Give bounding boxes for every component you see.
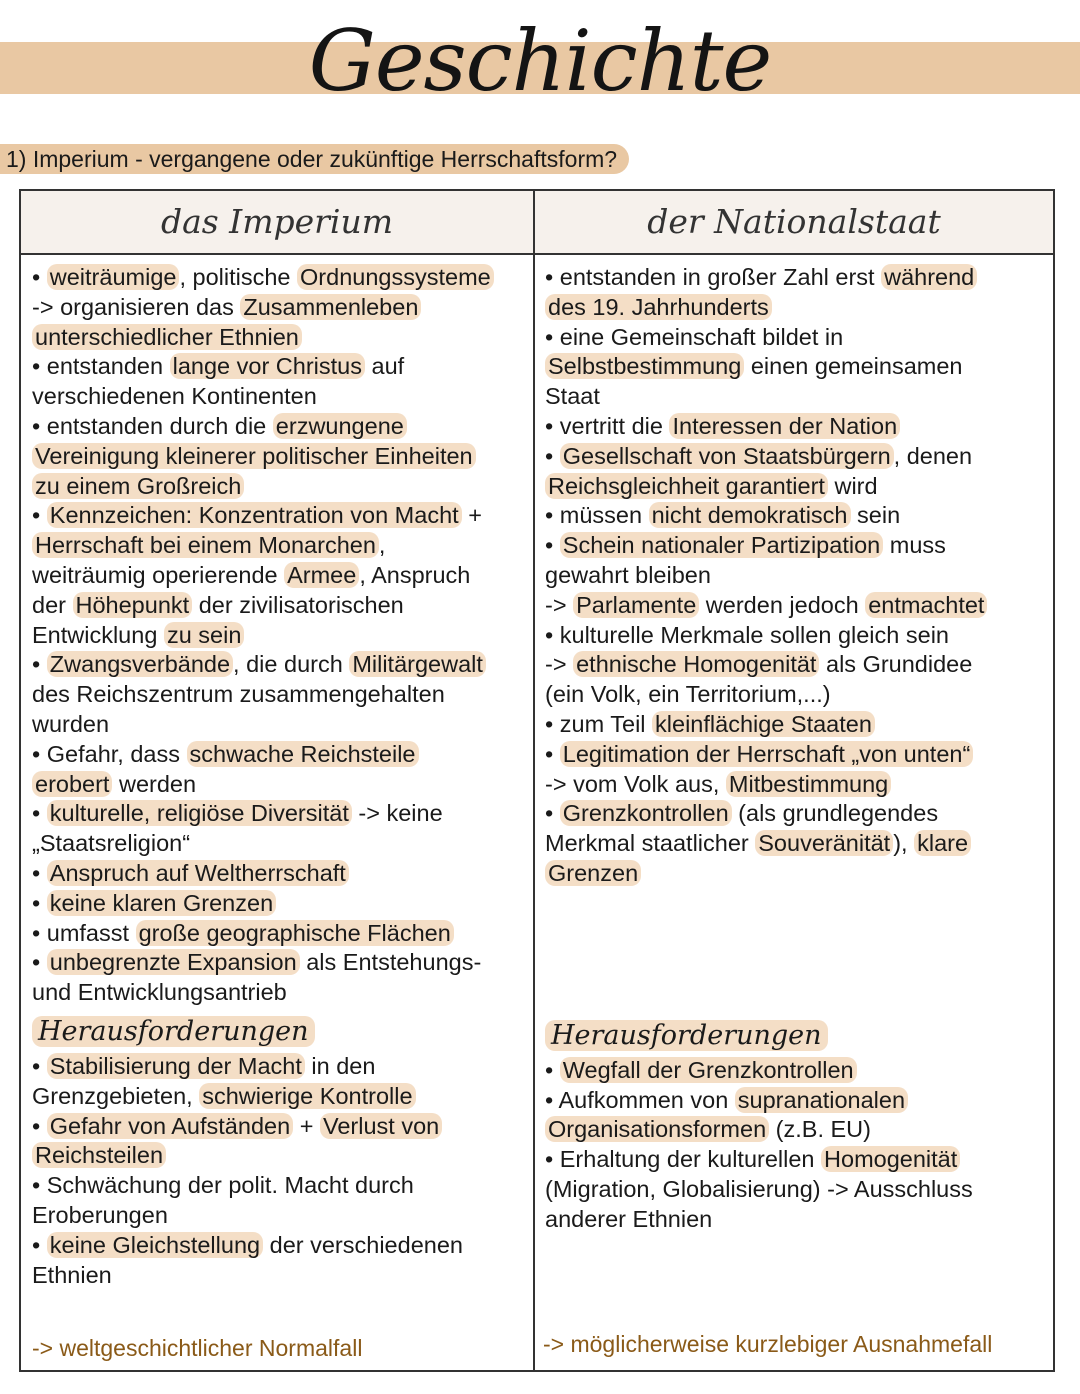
highlighted-text: Ordnungssysteme: [297, 264, 494, 290]
text-line: [545, 859, 1050, 889]
highlighted-text: Zwangsverbände: [47, 651, 233, 677]
text-line: [545, 412, 1050, 442]
highlighted-text: während: [881, 264, 977, 290]
text-segment: der verschiedenen: [263, 1231, 463, 1258]
text-segment: , Anspruch: [359, 561, 471, 588]
text-segment: -> keine: [351, 800, 443, 827]
text-segment: , denen: [893, 442, 973, 469]
text-line: [545, 770, 1050, 800]
text-segment: weiträumig operierende: [32, 561, 285, 588]
text-line: [545, 680, 1050, 710]
nationalstaat-challenges-heading: Herausforderungen: [545, 1016, 1050, 1056]
text-segment: der: [32, 591, 73, 618]
highlighted-text: große geographische Flächen: [136, 920, 454, 946]
text-segment: (als grundlegendes: [731, 800, 939, 827]
text-line: [32, 621, 528, 651]
text-segment: Merkmal staatlicher: [545, 830, 756, 857]
text-line: [545, 501, 1050, 531]
highlighted-text: Mitbestimmung: [726, 771, 891, 797]
comparison-table: [19, 189, 1055, 1372]
text-line: [545, 531, 1050, 561]
text-line: [32, 561, 528, 591]
highlighted-text: Kennzeichen: Konzentration von Macht: [47, 502, 462, 528]
text-line: [545, 1205, 1050, 1235]
highlighted-text: Grenzen: [545, 860, 641, 886]
text-line: [32, 650, 528, 680]
text-segment: (Migration, Globalisierung) -> Ausschluss: [545, 1175, 973, 1202]
highlighted-text: Schein nationaler Partizipation: [560, 532, 883, 558]
text-segment: -> vom Volk aus,: [545, 770, 726, 797]
text-line: [32, 1112, 528, 1142]
text-segment: „Staatsreligion“: [32, 830, 191, 857]
text-segment: •: [545, 532, 560, 559]
text-line: [545, 442, 1050, 472]
imperium-features: [32, 263, 528, 1008]
text-segment: , die durch: [233, 651, 350, 678]
text-segment: werden: [112, 770, 197, 797]
highlighted-text: Souveränität: [755, 830, 893, 856]
imperium-challenges: [32, 1052, 528, 1290]
highlighted-text: schwierige Kontrolle: [199, 1083, 415, 1109]
text-segment: Entwicklung: [32, 621, 164, 648]
text-line: [545, 829, 1050, 859]
page-title: Geschichte: [308, 12, 772, 110]
text-line: [545, 323, 1050, 353]
text-segment: •: [32, 1112, 47, 1139]
text-line: [545, 591, 1050, 621]
highlighted-text: erzwungene: [273, 413, 407, 439]
highlighted-text: Stabilisierung der Macht: [47, 1053, 305, 1079]
text-segment: • umfasst: [32, 919, 136, 946]
text-segment: •: [32, 502, 47, 529]
text-line: [545, 1145, 1050, 1175]
text-line: [32, 352, 528, 382]
text-segment: ->: [545, 591, 574, 618]
nationalstaat-conclusion: -> möglicherweise kurzlebiger Ausnahmefall: [543, 1331, 993, 1357]
highlighted-text: Legitimation der Herrschaft „von unten“: [560, 741, 974, 767]
text-line: [32, 710, 528, 740]
highlighted-text: kulturelle, religiöse Diversität: [47, 800, 352, 826]
text-segment: werden jedoch: [699, 591, 866, 618]
highlighted-text: zu einem Großreich: [32, 473, 244, 499]
text-line: [32, 680, 528, 710]
text-segment: ),: [893, 830, 915, 857]
highlighted-text: Verlust von: [320, 1113, 442, 1139]
imperium-challenges-heading: Herausforderungen: [32, 1012, 528, 1052]
text-line: [545, 1115, 1050, 1145]
highlighted-text: zu sein: [164, 622, 244, 648]
text-line: [545, 263, 1050, 293]
text-line: [545, 740, 1050, 770]
text-segment: •: [545, 800, 560, 827]
text-segment: , politische: [179, 264, 298, 290]
table-header-row: [21, 191, 1053, 255]
highlighted-text: Grenzkontrollen: [560, 800, 732, 826]
text-segment: in den: [304, 1052, 376, 1079]
highlighted-text: ethnische Homogenität: [573, 651, 819, 677]
text-segment: verschiedenen Kontinenten: [32, 383, 317, 410]
text-segment: ->: [545, 651, 574, 678]
highlighted-text: keine klaren Grenzen: [47, 890, 276, 916]
text-line: [545, 561, 1050, 591]
text-line: [32, 1231, 528, 1261]
text-segment: und Entwicklungsantrieb: [32, 979, 287, 1006]
text-segment: -> organisieren das: [32, 293, 241, 320]
text-line: [545, 472, 1050, 502]
highlighted-text: Herrschaft bei einem Monarchen: [32, 532, 379, 558]
text-segment: • Schwächung der polit. Macht durch: [32, 1172, 414, 1199]
text-line: [32, 978, 528, 1008]
highlighted-text: Höhepunkt: [73, 592, 193, 618]
right-column-header: der Nationalstaat: [647, 202, 941, 241]
text-segment: • entstanden durch die: [32, 412, 273, 439]
highlighted-text: Selbstbestimmung: [545, 353, 744, 379]
text-segment: Ethnien: [32, 1261, 112, 1288]
highlighted-text: des 19. Jahrhunderts: [545, 294, 772, 320]
text-line: [545, 1086, 1050, 1116]
column-divider: [533, 191, 535, 1370]
text-line: [32, 948, 528, 978]
text-segment: •: [545, 442, 560, 469]
text-line: [545, 293, 1050, 323]
text-segment: • vertritt die: [545, 412, 670, 439]
nationalstaat-challenges: [545, 1056, 1050, 1235]
highlighted-text: entmachtet: [865, 592, 987, 618]
text-line: [32, 829, 528, 859]
highlighted-text: Reichsteilen: [32, 1142, 166, 1168]
text-line: [32, 799, 528, 829]
text-segment: • kulturelle Merkmale sollen gleich sein: [545, 621, 949, 648]
highlighted-text: Parlamente: [573, 592, 699, 618]
text-segment: •: [32, 1052, 47, 1079]
text-segment: als Grundidee: [819, 651, 973, 678]
text-segment: • Erhaltung der kulturellen: [545, 1146, 822, 1173]
text-segment: Staat: [545, 383, 600, 410]
highlighted-text: Interessen der Nation: [669, 413, 900, 439]
nationalstaat-column: [545, 263, 1050, 1235]
text-segment: •: [32, 800, 47, 827]
text-line: [32, 501, 528, 531]
text-line: [32, 531, 528, 561]
text-line: [32, 1052, 528, 1082]
text-segment: • zum Teil: [545, 710, 653, 737]
text-line: [32, 1082, 528, 1112]
text-segment: sein: [850, 502, 901, 529]
text-segment: •: [32, 949, 47, 976]
highlighted-text: supranationalen: [735, 1087, 908, 1113]
imperium-column: [32, 263, 528, 1290]
text-segment: •: [32, 889, 47, 916]
question-heading: 1) Imperium - vergangene oder zukünftige Herrschaftsform?: [0, 144, 629, 174]
text-line: [32, 263, 528, 293]
highlighted-text: erobert: [32, 771, 112, 797]
text-line: [32, 591, 528, 621]
highlighted-text: Militärgewalt: [349, 651, 486, 677]
text-segment: (z.B. EU): [769, 1116, 871, 1143]
highlighted-text: keine Gleichstellung: [47, 1232, 263, 1258]
highlighted-text: Vereinigung kleinerer politischer Einheiten: [32, 443, 476, 469]
nationalstaat-features: [545, 263, 1050, 889]
text-segment: (ein Volk, ein Territorium,...): [545, 681, 831, 708]
highlighted-text: Armee: [284, 562, 359, 588]
highlighted-text: weiträumige: [47, 264, 180, 290]
highlighted-text: Zusammenleben: [240, 294, 421, 320]
text-line: [32, 1171, 528, 1201]
highlighted-text: Gefahr von Aufständen: [47, 1113, 293, 1139]
text-line: [545, 1175, 1050, 1205]
text-segment: • Aufkommen von: [545, 1086, 735, 1113]
text-segment: • entstanden in großer Zahl erst: [545, 264, 882, 290]
text-segment: •: [32, 1231, 47, 1258]
text-line: [545, 710, 1050, 740]
text-line: [32, 412, 528, 442]
text-line: [32, 1261, 528, 1291]
text-line: [545, 621, 1050, 651]
highlighted-text: Organisationsformen: [545, 1116, 769, 1142]
text-segment: des Reichszentrum zusammengehalten: [32, 681, 445, 708]
text-segment: •: [32, 859, 47, 886]
text-line: [32, 1201, 528, 1231]
highlighted-text: Anspruch auf Weltherrschaft: [47, 860, 349, 886]
text-segment: •: [545, 740, 560, 767]
text-line: [32, 472, 528, 502]
text-segment: • Gefahr, dass: [32, 740, 187, 767]
highlighted-text: Gesellschaft von Staatsbürgern: [560, 443, 894, 469]
highlighted-text: klare: [914, 830, 971, 856]
text-line: [32, 293, 528, 323]
text-line: [545, 352, 1050, 382]
text-segment: als Entstehungs-: [299, 949, 482, 976]
text-segment: der zivilisatorischen: [192, 591, 404, 618]
highlighted-text: Reichsgleichheit garantiert: [545, 473, 828, 499]
left-column-header: das Imperium: [160, 202, 394, 241]
text-segment: • müssen: [545, 502, 649, 529]
text-segment: •: [545, 1056, 560, 1083]
text-segment: muss: [883, 532, 946, 559]
text-segment: •: [32, 264, 47, 290]
text-line: [32, 740, 528, 770]
text-segment: einen gemeinsamen: [744, 353, 963, 380]
highlighted-text: unterschiedlicher Ethnien: [32, 324, 302, 350]
highlighted-text: lange vor Christus: [170, 353, 365, 379]
highlighted-text: schwache Reichsteile: [187, 741, 419, 767]
text-segment: gewahrt bleiben: [545, 561, 711, 588]
highlighted-text: Wegfall der Grenzkontrollen: [560, 1057, 857, 1083]
text-line: [32, 323, 528, 353]
text-line: [545, 799, 1050, 829]
text-line: [32, 770, 528, 800]
text-line: [545, 382, 1050, 412]
text-segment: wurden: [32, 710, 110, 737]
text-segment: •: [32, 651, 47, 678]
text-segment: Eroberungen: [32, 1201, 168, 1228]
highlighted-text: nicht demokratisch: [649, 502, 851, 528]
text-segment: anderer Ethnien: [545, 1205, 713, 1232]
text-line: [32, 1141, 528, 1171]
highlighted-text: unbegrenzte Expansion: [47, 949, 300, 975]
text-line: [32, 859, 528, 889]
text-segment: auf: [364, 353, 405, 380]
text-line: [32, 889, 528, 919]
text-line: [32, 442, 528, 472]
text-segment: Grenzgebieten,: [32, 1082, 200, 1109]
text-line: [32, 382, 528, 412]
text-segment: • eine Gemeinschaft bildet in: [545, 323, 844, 350]
text-line: [545, 1056, 1050, 1086]
highlighted-text: Homogenität: [821, 1146, 960, 1172]
text-line: [545, 650, 1050, 680]
text-segment: +: [461, 502, 482, 529]
text-segment: • entstanden: [32, 353, 170, 380]
text-line: [32, 919, 528, 949]
text-segment: ,: [378, 532, 386, 559]
text-segment: wird: [827, 472, 878, 499]
highlighted-text: kleinflächige Staaten: [652, 711, 875, 737]
text-segment: +: [293, 1112, 320, 1139]
imperium-conclusion: -> weltgeschichtlicher Normalfall: [32, 1335, 363, 1361]
